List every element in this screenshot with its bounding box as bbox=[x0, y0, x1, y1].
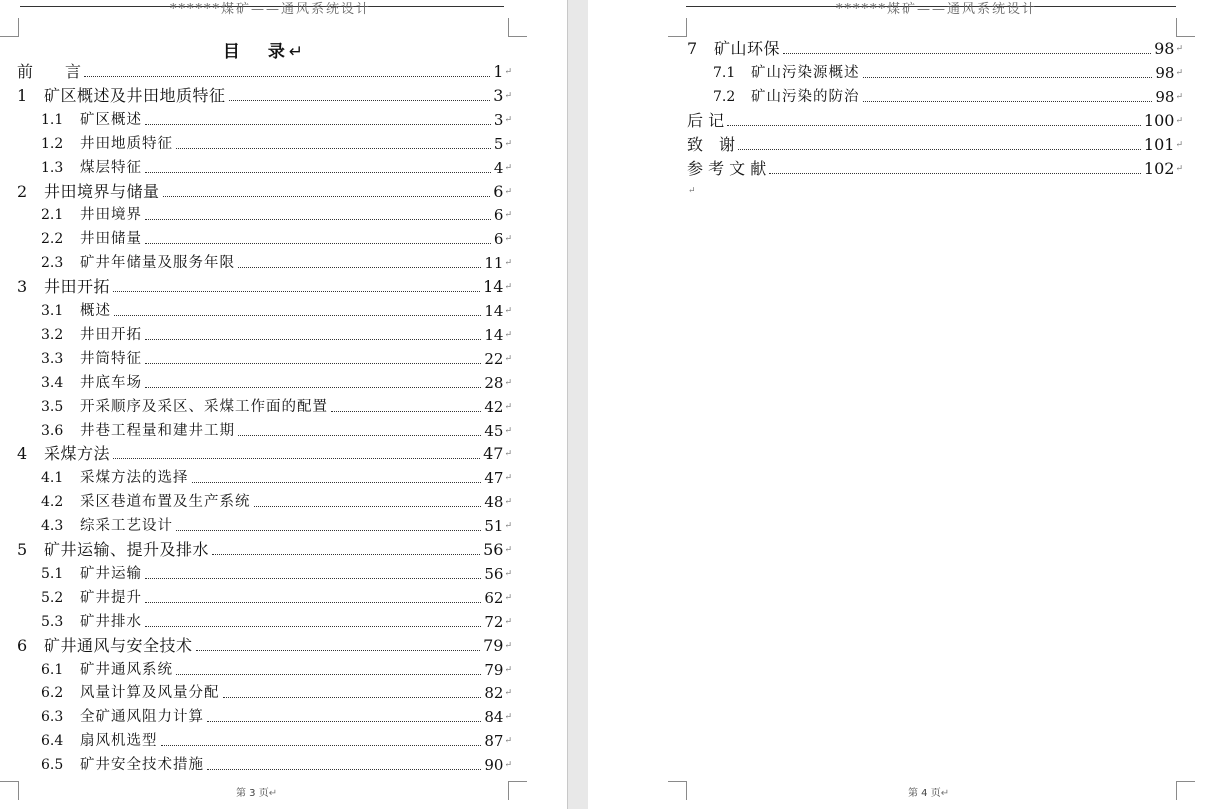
toc-entry[interactable] bbox=[687, 109, 1183, 131]
toc-entry-title: 矿山污染源概述 bbox=[751, 64, 860, 81]
dot-leader bbox=[238, 267, 481, 268]
toc-entry-number: 致 谢 bbox=[687, 134, 736, 154]
toc-entry[interactable] bbox=[41, 419, 512, 441]
toc-entry[interactable] bbox=[713, 85, 1183, 107]
toc-entry-page: 6 bbox=[493, 206, 504, 225]
toc-entry-number: 1.2 bbox=[41, 135, 64, 152]
toc-entry-page: 79 bbox=[484, 660, 504, 679]
page-header-text: ******煤矿——通风系统设计 bbox=[170, 2, 372, 17]
toc-entry[interactable] bbox=[17, 84, 512, 106]
toc-entry-title: 矿井通风与安全技术 bbox=[44, 635, 193, 655]
dot-leader bbox=[145, 363, 481, 364]
toc-entry-title: 矿山污染的防治 bbox=[751, 88, 860, 105]
toc-entry-page: 14 bbox=[484, 302, 504, 320]
paragraph-mark: ↵ bbox=[504, 210, 512, 221]
toc-entry-page: 51 bbox=[484, 517, 504, 536]
toc-entry-page: 11 bbox=[484, 254, 504, 273]
toc-entry-number: 6.1 bbox=[41, 661, 64, 678]
dot-leader bbox=[254, 506, 482, 507]
dot-leader bbox=[727, 125, 1141, 126]
dot-leader bbox=[145, 219, 491, 220]
paragraph-mark: ↵ bbox=[1175, 44, 1183, 54]
paragraph-mark: ↵ bbox=[504, 712, 512, 723]
dot-leader bbox=[145, 387, 481, 388]
document-page-3 bbox=[0, 0, 567, 809]
toc-entry[interactable] bbox=[17, 538, 512, 560]
document-page-4 bbox=[588, 0, 1207, 809]
toc-entry-number: 6 bbox=[17, 635, 28, 655]
dot-leader bbox=[192, 482, 482, 483]
toc-entry-number: 2.1 bbox=[41, 207, 64, 224]
toc-entry[interactable] bbox=[41, 299, 512, 321]
dot-leader bbox=[176, 148, 491, 149]
toc-entry[interactable] bbox=[41, 705, 512, 727]
toc-entry-page: 3 bbox=[493, 85, 504, 105]
dot-leader bbox=[863, 101, 1153, 102]
toc-entry-number: 3.5 bbox=[41, 398, 64, 415]
paragraph-mark: ↵ bbox=[504, 592, 512, 603]
toc-entry-page: 102 bbox=[1143, 158, 1175, 178]
paragraph-mark: ↵ bbox=[504, 186, 512, 197]
toc-entry-page: 98 bbox=[1154, 39, 1175, 58]
toc-entry-number: 4.3 bbox=[41, 518, 64, 535]
toc-entry-number: 3.4 bbox=[41, 374, 64, 391]
toc-entry-number: 1.1 bbox=[41, 111, 64, 128]
dot-leader bbox=[145, 124, 491, 125]
margin-corner-mark bbox=[668, 18, 687, 37]
paragraph-mark: ↵ bbox=[1175, 67, 1183, 78]
toc-entry-page: 6 bbox=[493, 230, 504, 249]
dot-leader bbox=[769, 173, 1141, 174]
margin-corner-mark bbox=[668, 781, 687, 800]
paragraph-mark: ↵ bbox=[504, 664, 512, 675]
paragraph-mark: ↵ bbox=[1175, 139, 1183, 150]
toc-entry-title: 井田储量 bbox=[80, 231, 142, 248]
toc-entry[interactable] bbox=[41, 562, 512, 584]
page-footer: 第 4 页↵ bbox=[908, 788, 950, 799]
paragraph-mark: ↵ bbox=[504, 521, 512, 532]
toc-entry-number: 6.4 bbox=[41, 733, 64, 750]
paragraph-mark: ↵ bbox=[504, 329, 512, 340]
toc-entry-number: 7 bbox=[687, 39, 698, 58]
toc-entry-number: 6.3 bbox=[41, 709, 64, 726]
toc-entry-page: 87 bbox=[484, 732, 504, 751]
toc-entry[interactable] bbox=[41, 132, 512, 154]
dot-leader bbox=[113, 458, 480, 459]
toc-entry[interactable] bbox=[41, 466, 512, 488]
toc-entry-title: 井田开拓 bbox=[44, 277, 111, 297]
paragraph-mark: ↵ bbox=[504, 568, 512, 579]
toc-entry-title: 开采顺序及采区、采煤工作面的配置 bbox=[80, 398, 328, 415]
toc-entry[interactable] bbox=[41, 251, 512, 273]
toc-entry-title: 采煤方法 bbox=[44, 444, 111, 464]
dot-leader bbox=[161, 745, 482, 746]
toc-entry-number: 4.2 bbox=[41, 494, 64, 511]
dot-leader bbox=[145, 578, 481, 579]
toc-entry-page: 28 bbox=[484, 373, 504, 392]
dot-leader bbox=[238, 435, 481, 436]
toc-entry-page: 84 bbox=[484, 708, 504, 727]
paragraph-mark: ↵ bbox=[1175, 115, 1183, 126]
dot-leader bbox=[145, 602, 481, 603]
toc-entry-title: 采区巷道布置及生产系统 bbox=[80, 494, 251, 511]
toc-entry-number: 2.3 bbox=[41, 255, 64, 272]
margin-corner-mark bbox=[508, 781, 527, 800]
toc-entry-number: 3.2 bbox=[41, 326, 64, 343]
dot-leader bbox=[145, 172, 491, 173]
paragraph-mark: ↵ bbox=[688, 186, 696, 196]
dot-leader bbox=[738, 149, 1141, 150]
toc-entry-title: 井田地质特征 bbox=[80, 135, 173, 152]
toc-entry-page: 4 bbox=[493, 158, 504, 177]
margin-corner-mark bbox=[508, 18, 527, 37]
dot-leader bbox=[176, 674, 481, 675]
toc-entry[interactable] bbox=[41, 514, 512, 536]
toc-entry-page: 56 bbox=[484, 564, 504, 583]
toc-entry-page: 42 bbox=[484, 397, 504, 416]
toc-entry-title: 矿井提升 bbox=[80, 589, 142, 606]
toc-entry-page: 79 bbox=[483, 635, 504, 655]
paragraph-mark: ↵ bbox=[504, 688, 512, 699]
toc-entry-number: 1 bbox=[17, 85, 28, 105]
toc-entry-title: 井田境界与储量 bbox=[44, 181, 160, 201]
toc-entry[interactable] bbox=[41, 108, 512, 130]
toc-entry[interactable] bbox=[41, 753, 512, 775]
toc-entry-title: 井筒特征 bbox=[80, 350, 142, 367]
toc-entry[interactable] bbox=[41, 371, 512, 393]
toc-entry[interactable] bbox=[687, 157, 1183, 179]
dot-leader bbox=[196, 650, 481, 651]
dot-leader bbox=[331, 411, 481, 412]
toc-entry-page: 1 bbox=[493, 62, 504, 81]
toc-entry-title: 井田境界 bbox=[80, 207, 142, 224]
toc-entry-number: 5.1 bbox=[41, 565, 64, 582]
toc-entry-number: 3 bbox=[17, 277, 28, 297]
dot-leader bbox=[783, 53, 1151, 54]
paragraph-mark: ↵ bbox=[504, 425, 512, 436]
toc-entry-title: 矿井运输、提升及排水 bbox=[44, 540, 210, 559]
toc-entry-title: 矿井安全技术措施 bbox=[80, 757, 204, 774]
toc-entry-page: 90 bbox=[484, 756, 504, 775]
toc-entry-title: 矿区概述及井田地质特征 bbox=[44, 85, 226, 105]
toc-entry-title: 综采工艺设计 bbox=[80, 518, 173, 535]
toc-entry-number: 参 考 文 献 bbox=[687, 158, 767, 178]
toc-entry[interactable] bbox=[41, 203, 512, 225]
margin-corner-mark bbox=[0, 781, 19, 800]
toc-entry[interactable] bbox=[687, 37, 1183, 59]
dot-leader bbox=[113, 291, 480, 292]
paragraph-mark: ↵ bbox=[504, 497, 512, 508]
toc-entry[interactable] bbox=[41, 347, 512, 369]
margin-corner-mark bbox=[1176, 18, 1195, 37]
toc-entry[interactable] bbox=[41, 658, 512, 680]
toc-entry-number: 后 记 bbox=[687, 110, 725, 130]
paragraph-mark: ↵ bbox=[504, 377, 512, 388]
margin-corner-mark bbox=[0, 18, 19, 37]
dot-leader bbox=[84, 76, 490, 77]
toc-entry-page: 101 bbox=[1143, 134, 1175, 154]
toc-entry-page: 47 bbox=[483, 444, 504, 464]
toc-entry-number: 2.2 bbox=[41, 231, 64, 248]
dot-leader bbox=[114, 315, 481, 316]
paragraph-mark: ↵ bbox=[504, 353, 512, 364]
dot-leader bbox=[176, 530, 481, 531]
dot-leader bbox=[163, 196, 491, 197]
toc-entry-number: 7.2 bbox=[713, 88, 736, 105]
dot-leader bbox=[145, 339, 481, 340]
toc-entry-page: 98 bbox=[1155, 63, 1175, 82]
toc-title: 目 录↵ bbox=[222, 42, 308, 62]
dot-leader bbox=[223, 697, 482, 698]
toc-entry-page: 14 bbox=[483, 277, 504, 297]
paragraph-mark: ↵ bbox=[1175, 163, 1183, 174]
page-gap bbox=[567, 0, 589, 809]
dot-leader bbox=[229, 100, 491, 101]
dot-leader bbox=[212, 554, 480, 555]
toc-entry-title: 采煤方法的选择 bbox=[80, 470, 189, 487]
toc-entry[interactable] bbox=[41, 227, 512, 249]
toc-entry-title: 矿井运输 bbox=[80, 565, 142, 582]
paragraph-mark: ↵ bbox=[504, 545, 512, 555]
page-header-text: ******煤矿——通风系统设计 bbox=[836, 2, 1038, 17]
toc-entry[interactable] bbox=[17, 442, 512, 464]
toc-entry-number: 7.1 bbox=[713, 64, 736, 81]
toc-entry[interactable] bbox=[41, 681, 512, 703]
dot-leader bbox=[145, 243, 491, 244]
toc-entry-number: 5 bbox=[17, 540, 28, 559]
header-rule bbox=[686, 2, 1176, 17]
toc-entry-number: 5.2 bbox=[41, 589, 64, 606]
paragraph-mark: ↵ bbox=[504, 401, 512, 412]
toc-entry[interactable] bbox=[17, 180, 512, 202]
toc-entry[interactable] bbox=[17, 634, 512, 656]
toc-entry-title: 矿山环保 bbox=[714, 39, 781, 58]
toc-entry-title: 矿井排水 bbox=[80, 613, 142, 630]
paragraph-mark: ↵ bbox=[504, 282, 512, 293]
toc-entry-number: 4 bbox=[17, 444, 28, 464]
toc-entry-page: 98 bbox=[1155, 87, 1175, 106]
toc-entry-page: 48 bbox=[484, 493, 504, 512]
toc-entry-title: 矿区概述 bbox=[80, 111, 142, 128]
toc-entry[interactable] bbox=[687, 133, 1183, 155]
toc-entry-page: 47 bbox=[484, 469, 504, 488]
paragraph-mark: ↵ bbox=[504, 449, 512, 460]
paragraph-mark: ↵ bbox=[504, 114, 512, 125]
toc-entry-title: 井底车场 bbox=[80, 374, 142, 391]
toc-entry-page: 62 bbox=[484, 588, 504, 607]
toc-entry-title: 概述 bbox=[80, 303, 111, 319]
toc-entry-page: 22 bbox=[484, 349, 504, 368]
toc-entry-page: 72 bbox=[484, 612, 504, 631]
toc-entry-page: 100 bbox=[1143, 110, 1175, 130]
toc-entry[interactable] bbox=[41, 395, 512, 417]
toc-entry-number: 4.1 bbox=[41, 470, 64, 487]
toc-entry[interactable] bbox=[17, 60, 512, 82]
toc-entry-page: 56 bbox=[483, 540, 504, 559]
dot-leader bbox=[207, 769, 481, 770]
toc-entry-title: 矿井通风系统 bbox=[80, 661, 173, 678]
paragraph-mark: ↵ bbox=[504, 138, 512, 149]
toc-entry[interactable] bbox=[713, 61, 1183, 83]
toc-entry-page: 3 bbox=[493, 110, 504, 129]
toc-entry-number: 前 言 bbox=[17, 62, 82, 81]
paragraph-mark: ↵ bbox=[504, 90, 512, 101]
toc-entry-number: 3.3 bbox=[41, 350, 64, 367]
paragraph-mark: ↵ bbox=[504, 67, 512, 77]
dot-leader bbox=[145, 626, 481, 627]
paragraph-mark: ↵ bbox=[504, 616, 512, 627]
paragraph-mark: ↵ bbox=[1175, 91, 1183, 102]
paragraph-mark: ↵ bbox=[504, 258, 512, 269]
toc-entry-number: 6.2 bbox=[41, 685, 64, 702]
toc-entry-page: 82 bbox=[484, 684, 504, 703]
paragraph-mark: ↵ bbox=[504, 306, 512, 316]
toc-entry[interactable] bbox=[41, 490, 512, 512]
toc-entry-number: 1.3 bbox=[41, 159, 64, 176]
toc-entry-page: 6 bbox=[493, 181, 504, 201]
toc-entry-number: 3.1 bbox=[41, 303, 64, 319]
paragraph-mark: ↵ bbox=[504, 162, 512, 173]
toc-entry[interactable] bbox=[41, 323, 512, 345]
dot-leader bbox=[207, 721, 481, 722]
toc-entry-page: 45 bbox=[484, 421, 504, 440]
margin-corner-mark bbox=[1176, 781, 1195, 800]
page-footer: 第 3 页↵ bbox=[236, 788, 278, 799]
header-rule bbox=[20, 2, 504, 17]
toc-entry-title: 矿井年储量及服务年限 bbox=[80, 255, 235, 272]
toc-entry-page: 5 bbox=[493, 134, 504, 153]
toc-entry-page: 14 bbox=[484, 325, 504, 344]
toc-entry[interactable] bbox=[41, 610, 512, 632]
paragraph-mark: ↵ bbox=[504, 473, 512, 484]
toc-entry[interactable] bbox=[17, 275, 512, 297]
dot-leader bbox=[863, 77, 1153, 78]
toc-entry[interactable] bbox=[41, 729, 512, 751]
toc-entry-number: 3.6 bbox=[41, 422, 64, 439]
toc-entry-title: 风量计算及风量分配 bbox=[80, 685, 220, 702]
toc-entry-title: 煤层特征 bbox=[80, 159, 142, 176]
toc-entry-number: 6.5 bbox=[41, 757, 64, 774]
toc-entry-number: 5.3 bbox=[41, 613, 64, 630]
toc-entry[interactable] bbox=[41, 156, 512, 178]
paragraph-mark: ↵ bbox=[504, 640, 512, 651]
toc-entry-title: 井巷工程量和建井工期 bbox=[80, 422, 235, 439]
toc-entry-title: 全矿通风阻力计算 bbox=[80, 709, 204, 726]
toc-entry[interactable] bbox=[41, 586, 512, 608]
toc-entry-title: 扇风机选型 bbox=[80, 733, 158, 750]
toc-entry-title: 井田开拓 bbox=[80, 326, 142, 343]
paragraph-mark: ↵ bbox=[504, 736, 512, 747]
paragraph-mark: ↵ bbox=[504, 234, 512, 245]
toc-entry-number: 2 bbox=[17, 181, 28, 201]
paragraph-mark: ↵ bbox=[504, 760, 512, 771]
